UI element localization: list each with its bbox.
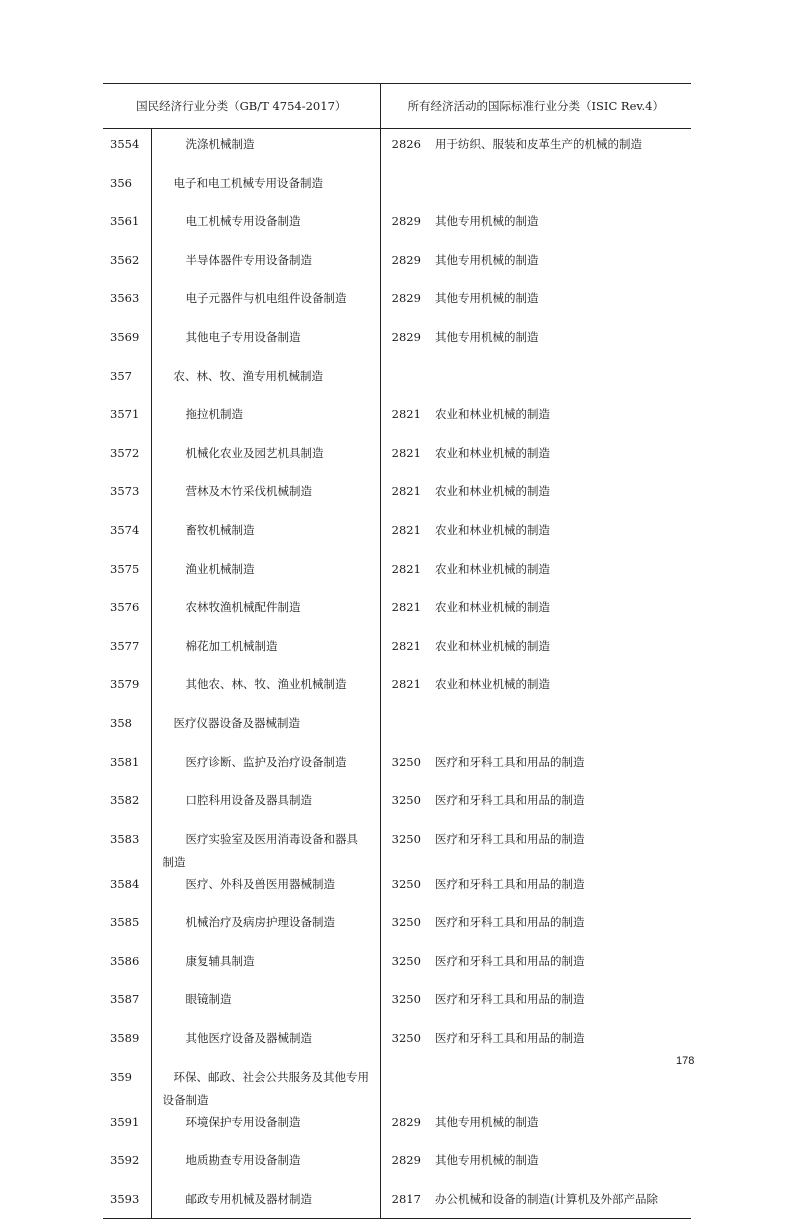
isic-description: 农业和林业机械的制造	[435, 445, 551, 460]
gbt-industry-name: 眼镜制造	[185, 992, 232, 1007]
gbt-code: 359	[110, 1069, 132, 1084]
gbt-industry-name-continuation: 制造	[162, 854, 186, 869]
table-row	[103, 869, 691, 908]
gbt-code: 3573	[110, 484, 140, 499]
isic-code: 3250	[391, 992, 421, 1007]
table-row	[103, 708, 691, 747]
gbt-industry-name: 其他农、林、牧、渔业机械制造	[185, 677, 347, 692]
gbt-industry-name-cell	[151, 1062, 380, 1107]
gbt-code: 3587	[110, 992, 140, 1007]
gbt-industry-name: 畜牧机械制造	[185, 522, 255, 537]
table-row	[103, 669, 691, 708]
isic-description: 其他专用机械的制造	[435, 291, 539, 306]
table-row	[103, 631, 691, 670]
classification-correspondence-table	[103, 83, 691, 1219]
isic-description: 医疗和牙科工具和用品的制造	[435, 876, 585, 891]
gbt-industry-name-cell	[151, 1023, 380, 1062]
table-row	[103, 206, 691, 245]
gbt-industry-name-cell	[151, 1107, 380, 1146]
gbt-industry-name-cell	[151, 592, 380, 631]
isic-description	[432, 168, 691, 207]
table-row	[103, 476, 691, 515]
gbt-industry-name: 其他电子专用设备制造	[185, 329, 301, 344]
isic-code: 2821	[391, 484, 421, 499]
table-row	[103, 1023, 691, 1062]
gbt-industry-name: 农林牧渔机械配件制造	[185, 600, 301, 615]
gbt-industry-name-cell	[151, 869, 380, 908]
gbt-code: 3562	[110, 252, 140, 267]
table-row	[103, 824, 691, 869]
gbt-industry-name-cell	[151, 515, 380, 554]
header-isic-classification: 所有经济活动的国际标准行业分类（ISIC Rev.4）	[380, 84, 691, 129]
gbt-industry-name-cell	[151, 785, 380, 824]
table-row	[103, 946, 691, 985]
gbt-code: 3586	[110, 953, 140, 968]
page-number: 178	[676, 1055, 695, 1067]
gbt-code: 3576	[110, 600, 140, 615]
gbt-code: 3571	[110, 407, 140, 422]
gbt-code: 3577	[110, 638, 140, 653]
isic-description: 农业和林业机械的制造	[435, 677, 551, 692]
isic-description: 农业和林业机械的制造	[435, 484, 551, 499]
gbt-industry-name-cell	[151, 631, 380, 670]
gbt-industry-name: 医疗实验室及医用消毒设备和器具	[185, 831, 358, 846]
gbt-industry-name-cell	[151, 283, 380, 322]
isic-description: 医疗和牙科工具和用品的制造	[435, 831, 585, 846]
gbt-code: 358	[110, 715, 132, 730]
isic-code: 2821	[391, 677, 421, 692]
gbt-code: 3569	[110, 329, 140, 344]
isic-code: 2829	[391, 252, 421, 267]
table-header	[103, 84, 691, 129]
isic-code	[380, 361, 432, 400]
isic-description: 医疗和牙科工具和用品的制造	[435, 915, 585, 930]
gbt-code: 3579	[110, 677, 140, 692]
gbt-code: 3591	[110, 1114, 140, 1129]
table-row	[103, 399, 691, 438]
isic-code: 2821	[391, 600, 421, 615]
isic-code: 2829	[391, 1153, 421, 1168]
gbt-industry-name-cell	[151, 946, 380, 985]
gbt-code: 3592	[110, 1153, 140, 1168]
isic-code: 2817	[380, 1184, 432, 1219]
gbt-industry-name-cell	[151, 206, 380, 245]
gbt-industry-name-cell	[151, 168, 380, 207]
isic-code	[380, 168, 432, 207]
gbt-industry-name: 医疗诊断、监护及治疗设备制造	[185, 754, 347, 769]
isic-description	[432, 1062, 691, 1107]
gbt-industry-name-cell	[151, 824, 380, 869]
isic-description: 其他专用机械的制造	[435, 214, 539, 229]
gbt-industry-name: 环保、邮政、社会公共服务及其他专用	[173, 1069, 369, 1084]
isic-code: 2821	[391, 561, 421, 576]
isic-code: 2829	[391, 1114, 421, 1129]
gbt-code: 3574	[110, 522, 140, 537]
gbt-code: 3593	[103, 1184, 151, 1219]
gbt-code: 3563	[110, 291, 140, 306]
table-row	[103, 747, 691, 786]
gbt-industry-name-cell	[151, 907, 380, 946]
table-row	[103, 322, 691, 361]
gbt-industry-name: 康复辅具制造	[185, 953, 255, 968]
isic-description: 农业和林业机械的制造	[435, 638, 551, 653]
isic-description: 办公机械和设备的制造(计算机及外部产品除	[432, 1184, 691, 1219]
isic-description: 医疗和牙科工具和用品的制造	[435, 953, 585, 968]
gbt-code: 3589	[110, 1031, 140, 1046]
isic-description: 农业和林业机械的制造	[435, 600, 551, 615]
isic-description: 农业和林业机械的制造	[435, 407, 551, 422]
gbt-industry-name-cell	[151, 438, 380, 477]
isic-code: 2829	[391, 214, 421, 229]
gbt-code: 356	[110, 175, 132, 190]
table-row	[103, 1107, 691, 1146]
gbt-code: 3583	[110, 831, 140, 846]
table-row	[103, 245, 691, 284]
gbt-industry-name: 地质勘查专用设备制造	[185, 1153, 301, 1168]
gbt-industry-name-cell	[151, 245, 380, 284]
gbt-code: 357	[110, 368, 132, 383]
gbt-industry-name: 口腔科用设备及器具制造	[185, 793, 312, 808]
table-row	[103, 984, 691, 1023]
isic-code: 2821	[391, 407, 421, 422]
isic-code: 3250	[391, 793, 421, 808]
gbt-industry-name: 洗涤机械制造	[185, 137, 255, 151]
isic-description: 其他专用机械的制造	[435, 1114, 539, 1129]
isic-description: 医疗和牙科工具和用品的制造	[435, 793, 585, 808]
gbt-industry-name: 机械治疗及病房护理设备制造	[185, 915, 335, 930]
gbt-industry-name: 其他医疗设备及器械制造	[185, 1031, 312, 1046]
gbt-industry-name: 电子和电工机械专用设备制造	[173, 175, 323, 190]
isic-code: 3250	[391, 754, 421, 769]
table-row	[103, 283, 691, 322]
gbt-industry-name: 邮政专用机械及器材制造	[185, 1191, 312, 1206]
gbt-industry-name: 拖拉机制造	[185, 407, 243, 422]
isic-description: 其他专用机械的制造	[435, 252, 539, 267]
gbt-industry-name: 棉花加工机械制造	[185, 638, 278, 653]
table-row	[103, 1062, 691, 1107]
isic-code: 3250	[391, 876, 421, 891]
gbt-code: 3561	[110, 214, 140, 229]
isic-description: 其他专用机械的制造	[435, 329, 539, 344]
gbt-industry-name: 医疗仪器设备及器械制造	[173, 715, 300, 730]
header-gbt-classification: 国民经济行业分类（GB/T 4754-2017）	[103, 84, 380, 129]
table-row	[103, 785, 691, 824]
isic-description	[432, 361, 691, 400]
gbt-code: 3554	[110, 137, 140, 151]
gbt-industry-name: 电工机械专用设备制造	[185, 214, 301, 229]
gbt-industry-name: 电子元器件与机电组件设备制造	[185, 291, 347, 306]
isic-code: 2821	[391, 522, 421, 537]
isic-code: 3250	[391, 1031, 421, 1046]
table-row	[103, 438, 691, 477]
table-row	[103, 1145, 691, 1184]
table-row	[103, 168, 691, 207]
isic-description: 医疗和牙科工具和用品的制造	[435, 1031, 585, 1046]
table-row	[103, 1184, 691, 1219]
isic-description: 农业和林业机械的制造	[435, 522, 551, 537]
gbt-industry-name-cell	[151, 1184, 380, 1219]
gbt-industry-name-cell	[151, 1145, 380, 1184]
gbt-industry-name-cell	[151, 747, 380, 786]
isic-description: 用于纺织、服装和皮革生产的机械的制造	[435, 137, 643, 151]
isic-description: 医疗和牙科工具和用品的制造	[435, 754, 585, 769]
isic-code	[380, 708, 432, 747]
table-body	[103, 129, 691, 1219]
isic-code	[380, 1062, 432, 1107]
isic-description: 农业和林业机械的制造	[435, 561, 551, 576]
gbt-industry-name-cell	[151, 708, 380, 747]
table-row	[103, 592, 691, 631]
gbt-industry-name-cell	[151, 322, 380, 361]
gbt-industry-name-continuation: 设备制造	[162, 1092, 209, 1107]
isic-code: 2826	[391, 137, 421, 151]
isic-code: 2821	[391, 445, 421, 460]
table-row	[103, 361, 691, 400]
gbt-industry-name: 半导体器件专用设备制造	[185, 252, 312, 267]
gbt-industry-name: 农、林、牧、渔专用机械制造	[173, 368, 323, 383]
isic-code: 2829	[391, 291, 421, 306]
gbt-industry-name: 营林及木竹采伐机械制造	[185, 484, 312, 499]
gbt-code: 3572	[110, 445, 140, 460]
isic-description	[432, 708, 691, 747]
gbt-industry-name: 医疗、外科及兽医用器械制造	[185, 876, 335, 891]
gbt-code: 3585	[110, 915, 140, 930]
gbt-industry-name-cell	[151, 361, 380, 400]
isic-code: 3250	[391, 831, 421, 846]
isic-code: 3250	[391, 915, 421, 930]
gbt-industry-name-cell	[151, 399, 380, 438]
isic-code: 2829	[391, 329, 421, 344]
gbt-code: 3584	[110, 876, 140, 891]
table-row	[103, 129, 691, 168]
isic-code: 3250	[391, 953, 421, 968]
gbt-industry-name-cell	[151, 984, 380, 1023]
gbt-code: 3582	[110, 793, 140, 808]
gbt-industry-name: 渔业机械制造	[185, 561, 255, 576]
table-row	[103, 907, 691, 946]
table-row	[103, 515, 691, 554]
gbt-code: 3581	[110, 754, 140, 769]
gbt-industry-name-cell	[151, 129, 380, 168]
gbt-industry-name-cell	[151, 554, 380, 593]
isic-description: 医疗和牙科工具和用品的制造	[435, 992, 585, 1007]
gbt-industry-name-cell	[151, 476, 380, 515]
gbt-industry-name-cell	[151, 669, 380, 708]
isic-description: 其他专用机械的制造	[435, 1153, 539, 1168]
gbt-industry-name: 环境保护专用设备制造	[185, 1114, 301, 1129]
table-row	[103, 554, 691, 593]
gbt-code: 3575	[110, 561, 140, 576]
gbt-industry-name: 机械化农业及园艺机具制造	[185, 445, 324, 460]
isic-code: 2821	[391, 638, 421, 653]
